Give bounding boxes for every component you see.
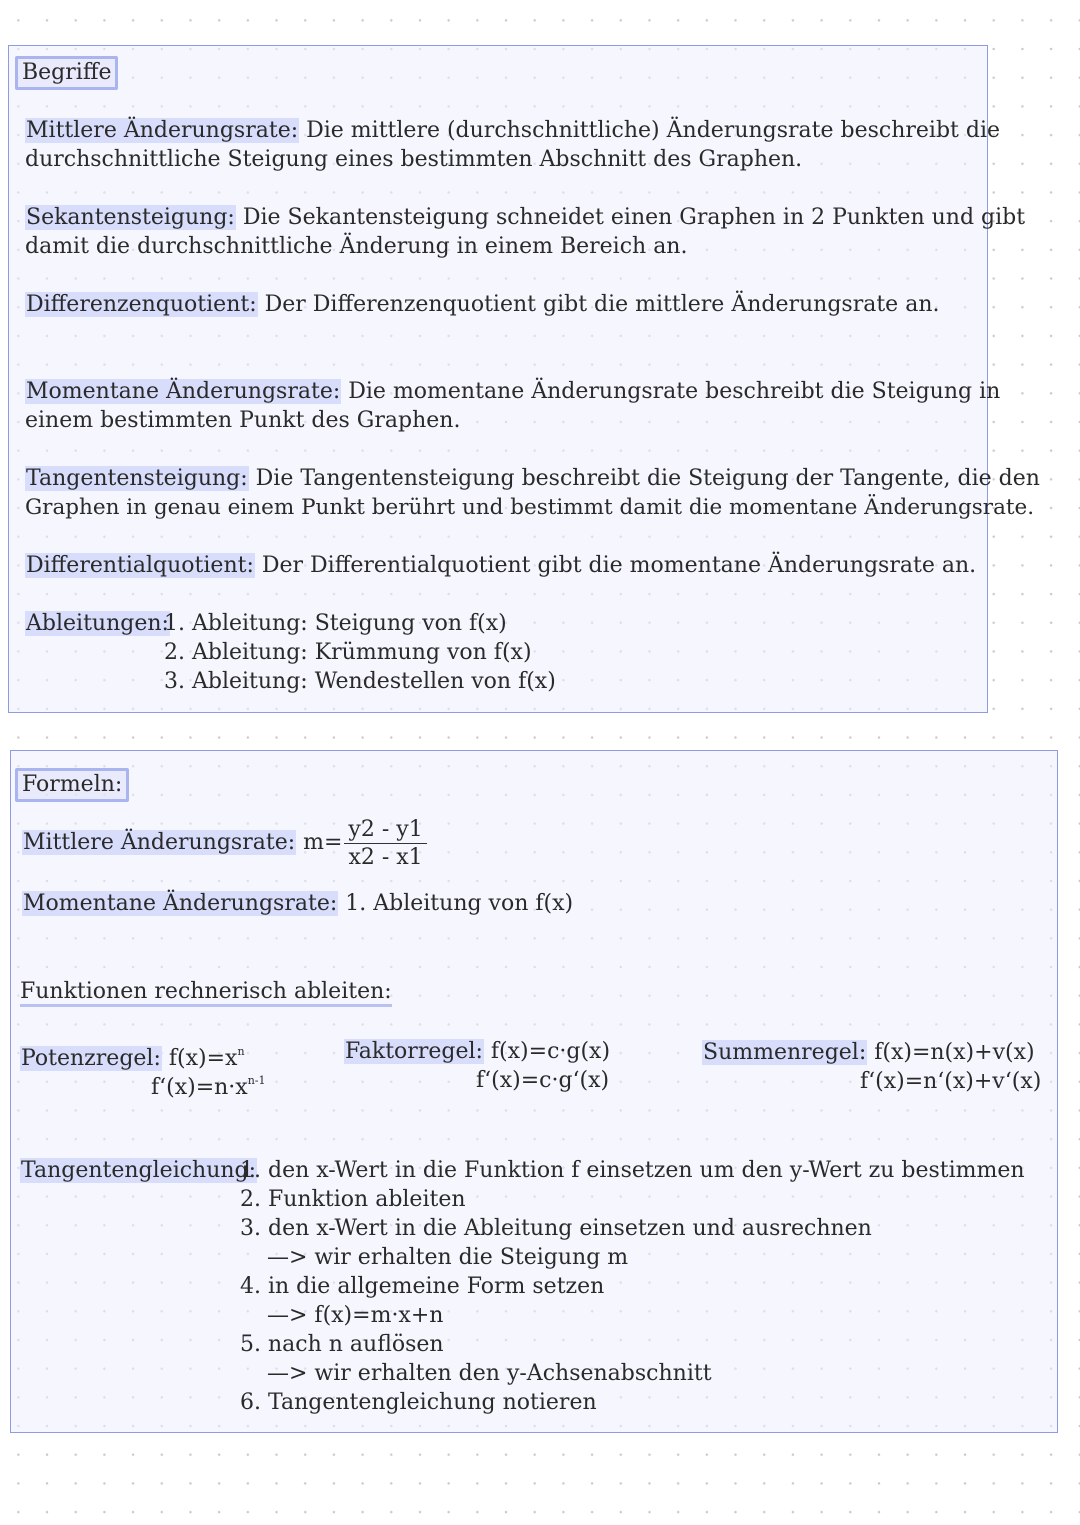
tangentengleichung-label bbox=[20, 1156, 257, 1185]
definition-mittlere-aenderungsrate bbox=[25, 116, 1000, 145]
term-label: Tangentengleichung: bbox=[21, 1158, 257, 1183]
term-label: Mittlere Änderungsrate: bbox=[23, 830, 296, 855]
formula-mittlere-aenderungsrate bbox=[22, 814, 427, 872]
ableitung-line: 3. Ableitung: Wendestellen von f(x) bbox=[164, 669, 556, 694]
definition-text: durchschnittliche Steigung eines bestimmten Abschnitt des Graphen. bbox=[25, 147, 803, 172]
term-label: Summenregel: bbox=[703, 1040, 867, 1065]
summenregel bbox=[702, 1038, 1035, 1067]
faktorregel bbox=[344, 1037, 610, 1066]
definition-text: damit die durchschnittliche Änderung in einem Bereich an. bbox=[25, 234, 688, 259]
term-label: Ableitungen: bbox=[26, 611, 169, 636]
term-label: Faktorregel: bbox=[345, 1039, 483, 1064]
begriffe-title: Begriffe bbox=[15, 56, 118, 90]
ableitung-line: 2. Ableitung: Krümmung von f(x) bbox=[164, 640, 532, 665]
tangente-result: —> f(x)=m·x+n bbox=[267, 1303, 444, 1328]
definition-text: Der Differentialquotient gibt die momentane Änderungsrate an. bbox=[254, 553, 977, 578]
fraction bbox=[344, 816, 426, 871]
formula-prefix: m= bbox=[296, 830, 343, 855]
term-label: Differenzenquotient: bbox=[26, 292, 257, 317]
definition-text: einem bestimmten Punkt des Graphen. bbox=[25, 408, 461, 433]
rule-line-2: f‘(x)=n·x bbox=[151, 1075, 248, 1100]
heading-text: Funktionen rechnerisch ableiten: bbox=[20, 979, 392, 1007]
term-label: Mittlere Änderungsrate: bbox=[26, 118, 299, 143]
ableitungen-label bbox=[25, 609, 170, 638]
tangente-result: —> wir erhalten den y-Achsenabschnitt bbox=[267, 1361, 712, 1386]
tangente-step: 5. nach n auflösen bbox=[240, 1332, 444, 1357]
definition-text: Die Sekantensteigung schneidet einen Graphen in 2 Punkten und gibt bbox=[235, 205, 1026, 230]
definition-differentialquotient bbox=[25, 551, 976, 580]
rule-line-1: f(x)=x bbox=[161, 1046, 238, 1071]
term-label: Tangentensteigung: bbox=[26, 466, 248, 491]
definition-text: Der Differenzenquotient gibt die mittlere Änderungsrate an. bbox=[257, 292, 940, 317]
ableitung-line: 1. Ableitung: Steigung von f(x) bbox=[164, 611, 507, 636]
term-label: Differentialquotient: bbox=[26, 553, 254, 578]
definition-text: Die mittlere (durchschnittliche) Änderungsrate beschreibt die bbox=[299, 118, 1001, 143]
definition-text: Die Tangentensteigung beschreibt die Steigung der Tangente, die den bbox=[248, 466, 1040, 491]
tangente-step: 3. den x-Wert in die Ableitung einsetzen und ausrechnen bbox=[240, 1216, 872, 1241]
potenzregel-derivative bbox=[151, 1066, 266, 1102]
fraction-denominator: x2 - x1 bbox=[348, 844, 423, 870]
definition-tangentensteigung bbox=[25, 464, 1040, 493]
tangente-step: 4. in die allgemeine Form setzen bbox=[240, 1274, 605, 1299]
definition-sekantensteigung bbox=[25, 203, 1025, 232]
rule-line-1: f(x)=c·g(x) bbox=[483, 1039, 611, 1064]
definition-momentane-aenderungsrate bbox=[25, 377, 1000, 406]
definition-text: Graphen in genau einem Punkt berührt und bestimmt damit die momentane Änderungsrate. bbox=[25, 495, 1035, 520]
exponent: n bbox=[237, 1045, 245, 1058]
term-label: Potenzregel: bbox=[21, 1046, 161, 1071]
exponent: n-1 bbox=[247, 1074, 266, 1087]
tangente-result: —> wir erhalten die Steigung m bbox=[267, 1245, 629, 1270]
formeln-title: Formeln: bbox=[15, 768, 129, 802]
tangente-step: 6. Tangentengleichung notieren bbox=[240, 1390, 597, 1415]
faktorregel-derivative: f‘(x)=c·g‘(x) bbox=[476, 1068, 610, 1093]
rule-line-1: f(x)=n(x)+v(x) bbox=[867, 1040, 1035, 1065]
tangente-step: 2. Funktion ableiten bbox=[240, 1187, 466, 1212]
definition-text: Die momentane Änderungsrate beschreibt die Steigung in bbox=[341, 379, 1001, 404]
term-label: Momentane Änderungsrate: bbox=[26, 379, 341, 404]
ableiten-heading bbox=[20, 977, 392, 1006]
term-label: Sekantensteigung: bbox=[26, 205, 235, 230]
formula-momentane-aenderungsrate bbox=[22, 889, 573, 918]
fraction-numerator: y2 - y1 bbox=[344, 816, 426, 844]
formula-text: 1. Ableitung von f(x) bbox=[338, 891, 574, 916]
definition-differenzenquotient bbox=[25, 290, 939, 319]
summenregel-derivative: f‘(x)=n‘(x)+v‘(x) bbox=[860, 1069, 1042, 1094]
term-label: Momentane Änderungsrate: bbox=[23, 891, 338, 916]
tangente-step: 1. den x-Wert in die Funktion f einsetzen um den y-Wert zu bestimmen bbox=[240, 1158, 1025, 1183]
